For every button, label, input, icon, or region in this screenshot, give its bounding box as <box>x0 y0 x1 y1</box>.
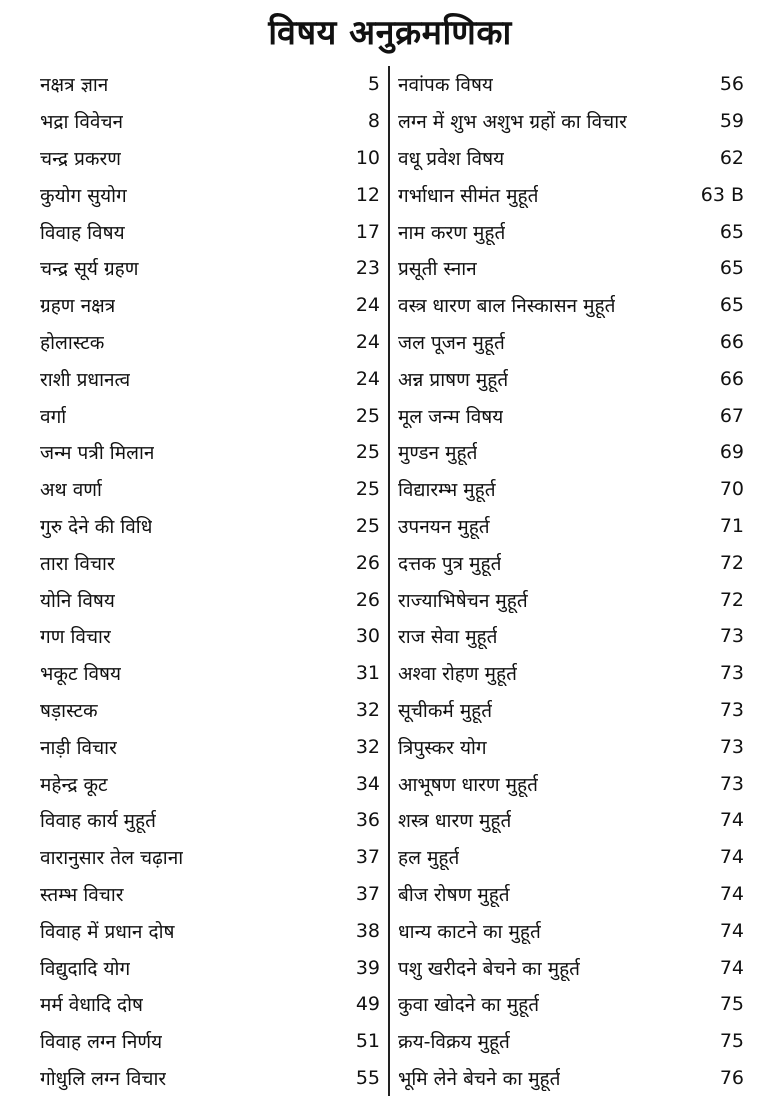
index-entry <box>40 1060 380 1097</box>
entry-page-number: 74 <box>719 882 744 905</box>
entry-topic: भूमि लेने बेचने का मुहूर्त <box>398 1067 561 1090</box>
entry-topic: कुवा खोदने का मुहूर्त <box>398 994 540 1017</box>
entry-page-number: 74 <box>719 956 744 979</box>
entry-page-number: 37 <box>355 846 380 869</box>
index-entry <box>398 1060 744 1097</box>
entry-page-number: 39 <box>355 956 380 979</box>
entry-topic: बीज रोषण मुहूर्त <box>398 883 510 906</box>
entry-page-number: 71 <box>719 514 744 537</box>
entry-topic: हल मुहूर्त <box>398 847 460 870</box>
entry-topic: तारा विचार <box>40 552 115 575</box>
index-entry <box>398 728 744 765</box>
entry-topic: ग्रहण नक्षत्र <box>40 295 116 318</box>
entry-page-number: 34 <box>355 772 380 795</box>
entry-page-number: 72 <box>719 551 744 574</box>
entry-page-number: 5 <box>367 73 380 96</box>
entry-page-number: 24 <box>355 330 380 353</box>
entry-page-number: 24 <box>355 294 380 317</box>
index-entry <box>40 802 380 839</box>
index-entry <box>398 66 744 103</box>
index-entry <box>40 250 380 287</box>
index-entry <box>40 508 380 545</box>
entry-topic: स्तम्भ विचार <box>40 883 124 906</box>
entry-page-number: 24 <box>355 367 380 390</box>
index-entry <box>398 986 744 1023</box>
entry-page-number: 63 B <box>700 183 744 206</box>
entry-page-number: 73 <box>719 772 744 795</box>
index-entry <box>398 765 744 802</box>
entry-topic: राज सेवा मुहूर्त <box>398 626 498 649</box>
index-entry <box>40 213 380 250</box>
entry-page-number: 74 <box>719 809 744 832</box>
entry-page-number: 37 <box>355 882 380 905</box>
entry-page-number: 66 <box>719 367 744 390</box>
index-entry <box>40 839 380 876</box>
entry-page-number: 59 <box>719 110 744 133</box>
entry-topic: मुण्डन मुहूर्त <box>398 442 478 465</box>
entry-topic: अश्वा रोहण मुहूर्त <box>398 663 517 686</box>
index-entry <box>398 802 744 839</box>
entry-page-number: 75 <box>719 1030 744 1053</box>
index-entry <box>398 692 744 729</box>
entry-page-number: 74 <box>719 846 744 869</box>
entry-topic: भद्रा विवेचन <box>40 111 124 134</box>
entry-topic: धान्य काटने का मुहूर्त <box>398 920 541 943</box>
column-divider <box>388 66 390 1096</box>
index-entry <box>40 103 380 140</box>
page-title: विषय अनुक्रमणिका <box>268 13 512 53</box>
entry-topic: उपनयन मुहूर्त <box>398 515 490 538</box>
entry-page-number: 32 <box>355 735 380 758</box>
entry-topic: गण विचार <box>40 626 111 649</box>
entry-page-number: 10 <box>355 146 380 169</box>
entry-page-number: 56 <box>719 73 744 96</box>
entry-page-number: 67 <box>719 404 744 427</box>
entry-topic: चन्द्र प्रकरण <box>40 147 121 170</box>
entry-page-number: 69 <box>719 441 744 464</box>
entry-topic: विवाह कार्य मुहूर्त <box>40 810 156 833</box>
entry-topic: अथ वर्णा <box>40 479 102 502</box>
entry-page-number: 38 <box>355 919 380 942</box>
entry-topic: वारानुसार तेल चढ़ाना <box>40 847 184 870</box>
entry-topic: वधू प्रवेश विषय <box>398 147 505 170</box>
entry-page-number: 8 <box>367 110 380 133</box>
entry-page-number: 25 <box>355 404 380 427</box>
entry-page-number: 73 <box>719 662 744 685</box>
entry-topic: कुयोग सुयोग <box>40 184 127 207</box>
entry-page-number: 55 <box>355 1066 380 1089</box>
index-entry <box>398 434 744 471</box>
index-entry <box>40 434 380 471</box>
entry-page-number: 70 <box>719 478 744 501</box>
entry-topic: राज्याभिषेचन मुहूर्त <box>398 589 528 612</box>
entry-topic: नवांपक विषय <box>398 74 493 97</box>
index-entry <box>40 471 380 508</box>
entry-topic: राशी प्रधानत्व <box>40 368 131 391</box>
entry-topic: पशु खरीदने बेचने का मुहूर्त <box>398 957 580 980</box>
entry-topic: नक्षत्र ज्ञान <box>40 74 109 97</box>
index-entry <box>398 360 744 397</box>
entry-page-number: 65 <box>719 294 744 317</box>
index-entry <box>398 287 744 324</box>
entry-topic: होलास्टक <box>40 331 105 354</box>
entry-topic: जल पूजन मुहूर्त <box>398 331 505 354</box>
index-entry <box>40 324 380 361</box>
index-entry <box>40 765 380 802</box>
index-entry <box>398 397 744 434</box>
index-entry <box>40 949 380 986</box>
entry-page-number: 17 <box>355 220 380 243</box>
index-entry <box>40 287 380 324</box>
entry-page-number: 25 <box>355 478 380 501</box>
entry-topic: महेन्द्र कूट <box>40 773 108 796</box>
entry-page-number: 51 <box>355 1030 380 1053</box>
entry-topic: अन्न प्राषण मुहूर्त <box>398 368 509 391</box>
entry-page-number: 73 <box>719 698 744 721</box>
index-entry <box>398 1023 744 1060</box>
entry-page-number: 25 <box>355 441 380 464</box>
index-entry <box>398 876 744 913</box>
index-entry <box>398 213 744 250</box>
index-entry <box>40 618 380 655</box>
index-entry <box>398 949 744 986</box>
entry-page-number: 62 <box>719 146 744 169</box>
entry-page-number: 65 <box>719 220 744 243</box>
index-entry <box>40 360 380 397</box>
index-entry <box>40 581 380 618</box>
entry-page-number: 25 <box>355 514 380 537</box>
entry-topic: शस्त्र धारण मुहूर्त <box>398 810 512 833</box>
index-entry <box>40 544 380 581</box>
entry-topic: जन्म पत्री मिलान <box>40 442 155 465</box>
entry-page-number: 30 <box>355 625 380 648</box>
entry-topic: विवाह लग्न निर्णय <box>40 1031 163 1054</box>
index-entry <box>398 581 744 618</box>
entry-page-number: 26 <box>355 588 380 611</box>
index-entry <box>40 1023 380 1060</box>
index-column-left <box>40 66 380 1096</box>
entry-page-number: 76 <box>719 1066 744 1089</box>
entry-page-number: 74 <box>719 919 744 942</box>
index-entry <box>398 140 744 177</box>
entry-topic: मर्म वेधादि दोष <box>40 994 143 1017</box>
entry-page-number: 31 <box>355 662 380 685</box>
entry-topic: गुरु देने की विधि <box>40 515 153 538</box>
index-entry <box>398 324 744 361</box>
entry-page-number: 49 <box>355 993 380 1016</box>
entry-topic: सूचीकर्म मुहूर्त <box>398 699 493 722</box>
index-entry <box>398 508 744 545</box>
entry-topic: दत्तक पुत्र मुहूर्त <box>398 552 502 575</box>
entry-topic: योनि विषय <box>40 589 115 612</box>
index-entry <box>40 728 380 765</box>
index-entry <box>398 655 744 692</box>
index-entry <box>398 618 744 655</box>
index-entry <box>40 655 380 692</box>
index-entry <box>40 397 380 434</box>
entry-topic: विवाह में प्रधान दोष <box>40 920 175 943</box>
index-entry <box>40 986 380 1023</box>
index-entry <box>40 692 380 729</box>
entry-page-number: 73 <box>719 735 744 758</box>
index-entry <box>398 471 744 508</box>
entry-page-number: 66 <box>719 330 744 353</box>
index-entry <box>40 876 380 913</box>
index-entry <box>398 176 744 213</box>
index-entry <box>398 839 744 876</box>
entry-page-number: 72 <box>719 588 744 611</box>
entry-topic: वर्गा <box>40 405 67 428</box>
index-column-right <box>398 66 744 1096</box>
entry-page-number: 23 <box>355 257 380 280</box>
entry-topic: नाम करण मुहूर्त <box>398 221 506 244</box>
entry-topic: चन्द्र सूर्य ग्रहण <box>40 258 139 281</box>
index-entry <box>40 66 380 103</box>
index-entry <box>398 912 744 949</box>
entry-topic: आभूषण धारण मुहूर्त <box>398 773 538 796</box>
entry-topic: विवाह विषय <box>40 221 125 244</box>
index-entry <box>40 176 380 213</box>
entry-page-number: 32 <box>355 698 380 721</box>
entry-page-number: 65 <box>719 257 744 280</box>
entry-topic: मूल जन्म विषय <box>398 405 504 428</box>
entry-topic: क्रय-विक्रय मुहूर्त <box>398 1031 510 1054</box>
entry-page-number: 36 <box>355 809 380 832</box>
entry-page-number: 12 <box>355 183 380 206</box>
entry-topic: विद्यारम्भ मुहूर्त <box>398 479 496 502</box>
entry-topic: भकूट विषय <box>40 663 122 686</box>
entry-page-number: 73 <box>719 625 744 648</box>
entry-topic: वस्त्र धारण बाल निस्कासन मुहूर्त <box>398 295 616 318</box>
index-entry <box>40 912 380 949</box>
entry-page-number: 26 <box>355 551 380 574</box>
index-entry <box>398 544 744 581</box>
entry-topic: लग्न में शुभ अशुभ ग्रहों का विचार <box>398 111 627 134</box>
entry-topic: गर्भाधान सीमंत मुहूर्त <box>398 184 539 207</box>
entry-topic: नाड़ी विचार <box>40 736 117 759</box>
entry-page-number: 75 <box>719 993 744 1016</box>
entry-topic: गोधुलि लग्न विचार <box>40 1067 167 1090</box>
entry-topic: प्रसूती स्नान <box>398 258 477 281</box>
index-entry <box>398 103 744 140</box>
entry-topic: विद्युदादि योग <box>40 957 131 980</box>
entry-topic: षड़ास्टक <box>40 699 98 722</box>
entry-topic: त्रिपुस्कर योग <box>398 736 487 759</box>
index-entry <box>40 140 380 177</box>
index-entry <box>398 250 744 287</box>
